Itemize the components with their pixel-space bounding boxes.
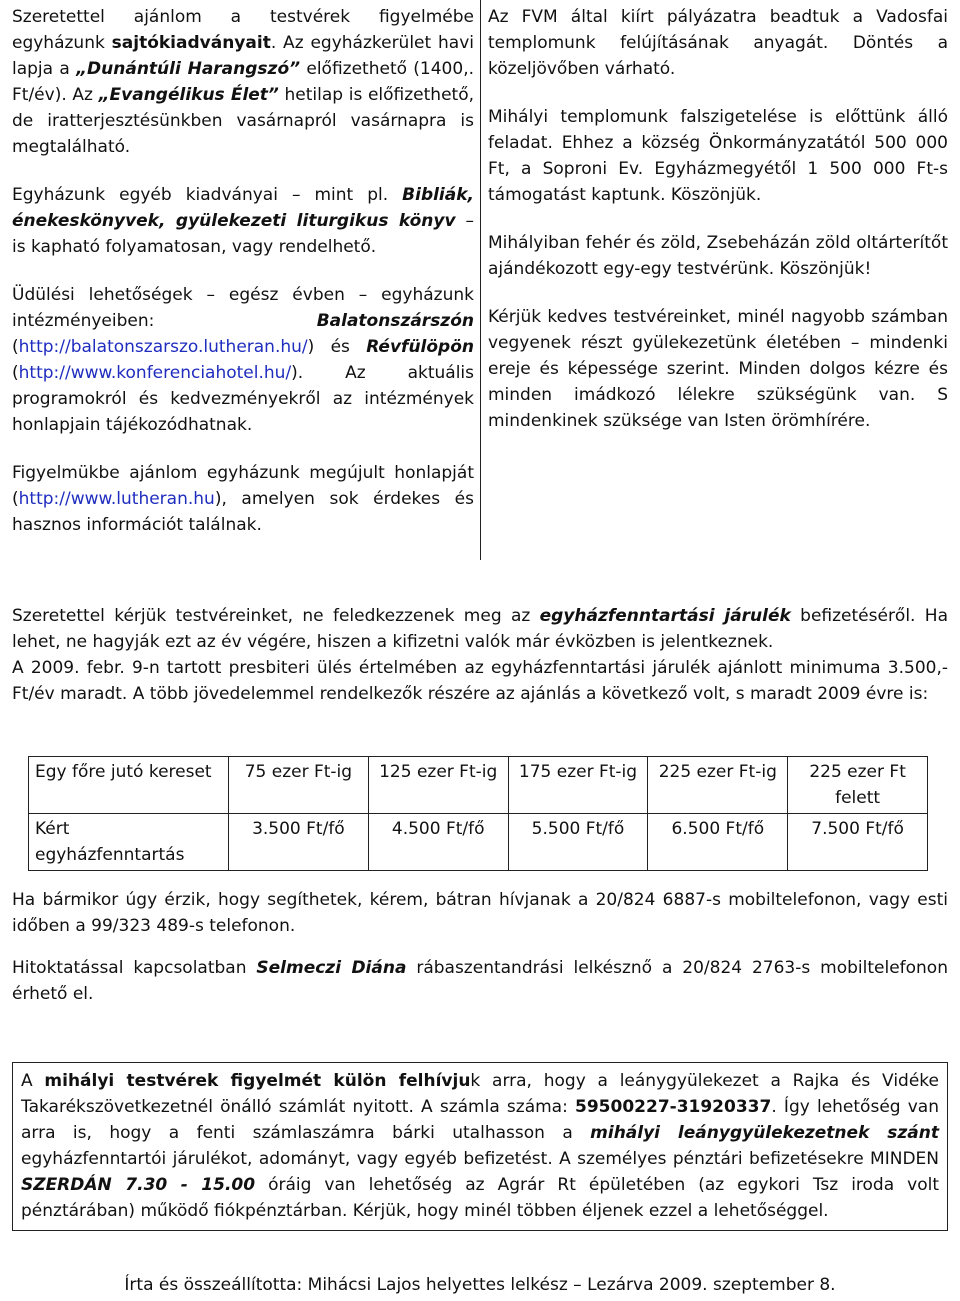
author-footer: Írta és összeállította: Mihácsi Lajos helyettes lelkész – Lezárva 2009. szeptember 8. [124,1275,836,1295]
income-row-label: Egy főre jutó kereset [29,757,229,814]
fee-reminder-paragraph [12,603,948,655]
catechesis-paragraph [12,955,948,1007]
left-column [12,4,474,560]
table-cell: 75 ezer Ft-ig [229,757,369,814]
table-row [29,757,928,814]
table-cell: 225 ezer Ft-ig [648,757,788,814]
table-cell: 225 ezer Ft felett [788,757,928,814]
account-number: 59500227-31920337 [575,1097,772,1117]
text: előfizethető (1400,. Ft/év). Az [12,59,474,105]
phone-paragraph: Ha bármikor úgy érzik, hogy segíthetek, kérem, bátran hívjanak a 20/824 6887-s mobiltelefonon, vagy esti időben a 99/323 489-s telefonon. [12,890,948,936]
fee-row-label: Kért egyházfenntartás [29,814,229,871]
text: Figyelmükbe ajánlom egyházunk megújult honlapját ( [12,463,474,509]
text-bold: sajtókiadványait [111,33,271,53]
text: hetilap is előfizethető, de iratterjesztésünkben vasárnapról vasárnapra is megtalálható. [12,85,475,157]
contact-section [12,887,948,1023]
text-bold-italic: Bibliák, énekeskönyvek, gyülekezeti liturgikus könyv [12,185,474,231]
text: . Így lehetőség van arra is, hogy a fenti számlaszámra bárki utalhasson a [21,1097,939,1143]
text-bold: mihályi testvérek figyelmét külön felhívju [44,1071,471,1091]
person-name: Selmeczi Diána [256,958,407,978]
text: ) és [307,337,367,357]
fee-section [12,603,948,707]
text: befizetéséről. Ha lehet, ne hagyják ezt az év végére, hiszen a kifizetni valók már évközben is jelentkeznek. [12,606,948,652]
konferenciahotel-link[interactable]: http://www.konferenciahotel.hu/ [18,363,292,383]
balatonszarszo-link[interactable]: http://balatonszarszo.lutheran.hu/ [18,337,308,357]
table-cell: 4.500 Ft/fő [368,814,508,871]
place-name: Balatonszárszón [316,311,474,331]
text: egyházfenntartói járulékot, adományt, vagy egyéb befizetést. A személyes pénztári befizetésekre MINDEN [21,1149,939,1169]
table-cell: 125 ezer Ft-ig [368,757,508,814]
fvm-paragraph: Az FVM által kiírt pályázatra beadtuk a Vadosfai templomunk felújításának anyagát. Döntés a közeljövőben várható. [488,7,948,79]
text: k arra, hogy a leánygyülekezet a Rajka és Vidéke Takarékszövetkezetnél önálló számlát nyitott. A számla száma: [21,1071,939,1117]
holiday-paragraph [12,282,474,438]
table-cell: 175 ezer Ft-ig [508,757,648,814]
table-cell: 5.500 Ft/fő [508,814,648,871]
insulation-paragraph: Mihályi templomunk falszigetelése is előttünk álló feladat. Ehhez a község Önkormányzatától 500 000 Ft, a Soproni Ev. Egyházmegyétől 1 500 000 Ft-s támogatást kaptunk. Köszönjük. [488,107,948,205]
text: . Az egyházkerület havi lapja a [12,33,474,79]
newspaper-title: „Dunántúli Harangszó” [76,59,301,79]
text-bold-italic: egyházfenntartási járulék [539,606,791,626]
text: Szeretettel kérjük testvéreinket, ne feledkezzenek meg az [12,606,540,626]
website-paragraph [12,460,474,538]
newspaper-title: „Evangélikus Élet” [98,85,279,105]
altar-cloth-paragraph: Mihályiban fehér és zöld, Zsebeházán zöld oltárterítőt ajándékozott egy-egy testvérünk. Köszönjük! [488,233,948,279]
text: rábaszentandrási lelkésznő a 20/824 2763-s mobiltelefonon érhető el. [12,958,948,1004]
text: ( [12,337,19,357]
table-cell: 6.500 Ft/fő [648,814,788,871]
place-name: Révfülöpön [366,337,474,357]
fee-table [28,756,928,871]
fee-minimum-paragraph: A 2009. febr. 9-n tartott presbiteri ülés értelmében az egyházfenntartási járulék ajánlott minimuma 3.500,- Ft/év maradt. A több jövedelemmel rendelkezők részére az ajánlás a következő volt, s maradt 2009 évre is: [12,658,948,704]
column-divider [480,0,481,560]
participation-paragraph: Kérjük kedves testvéreinket, minél nagyobb számban vegyenek részt gyülekezetünk életében – mindenki ereje és képessége szerint. Minden dolgos kézre és minden imádkozó lélekre szükségünk van. S mindenkinek szüksége van Isten örömhírére. [488,307,948,431]
lutheran-link[interactable]: http://www.lutheran.hu [18,489,215,509]
publications-paragraph [12,4,474,160]
table-cell: 3.500 Ft/fő [229,814,369,871]
right-column [488,4,948,456]
text: – is kapható folyamatosan, vagy rendelhető. [12,211,474,257]
other-publications-paragraph [12,182,474,260]
text: ), amelyen sok érdekes és hasznos információt találnak. [12,489,474,535]
text: Szeretettel ajánlom a testvérek figyelmébe egyházunk [12,7,474,53]
bank-account-notice [12,1062,948,1231]
table-cell: 7.500 Ft/fő [788,814,928,871]
table-row [29,814,928,871]
text: A [21,1071,45,1091]
text-bold-italic: mihályi leánygyülekezetnek szánt [590,1123,940,1143]
text: ). Az aktuális programokról és kedvezményekről az intézmények honlapjain tájékozódhatnak. [12,363,474,435]
text: Egyházunk egyéb kiadványai – mint pl. [12,185,403,205]
text: óráig van lehetőség az Agrár Rt épületében (az egykori Tsz iroda volt pénztárában) működő fiókpénztárban. Kérjük, hogy minél többen éljenek ezzel a lehetőséggel. [21,1175,939,1221]
text: ( [12,363,19,383]
text: Üdülési lehetőségek – egész évben – egyházunk intézményeiben: [12,285,474,331]
office-hours: SZERDÁN 7.30 - 15.00 [21,1175,256,1195]
text: Hitoktatással kapcsolatban [12,958,257,978]
